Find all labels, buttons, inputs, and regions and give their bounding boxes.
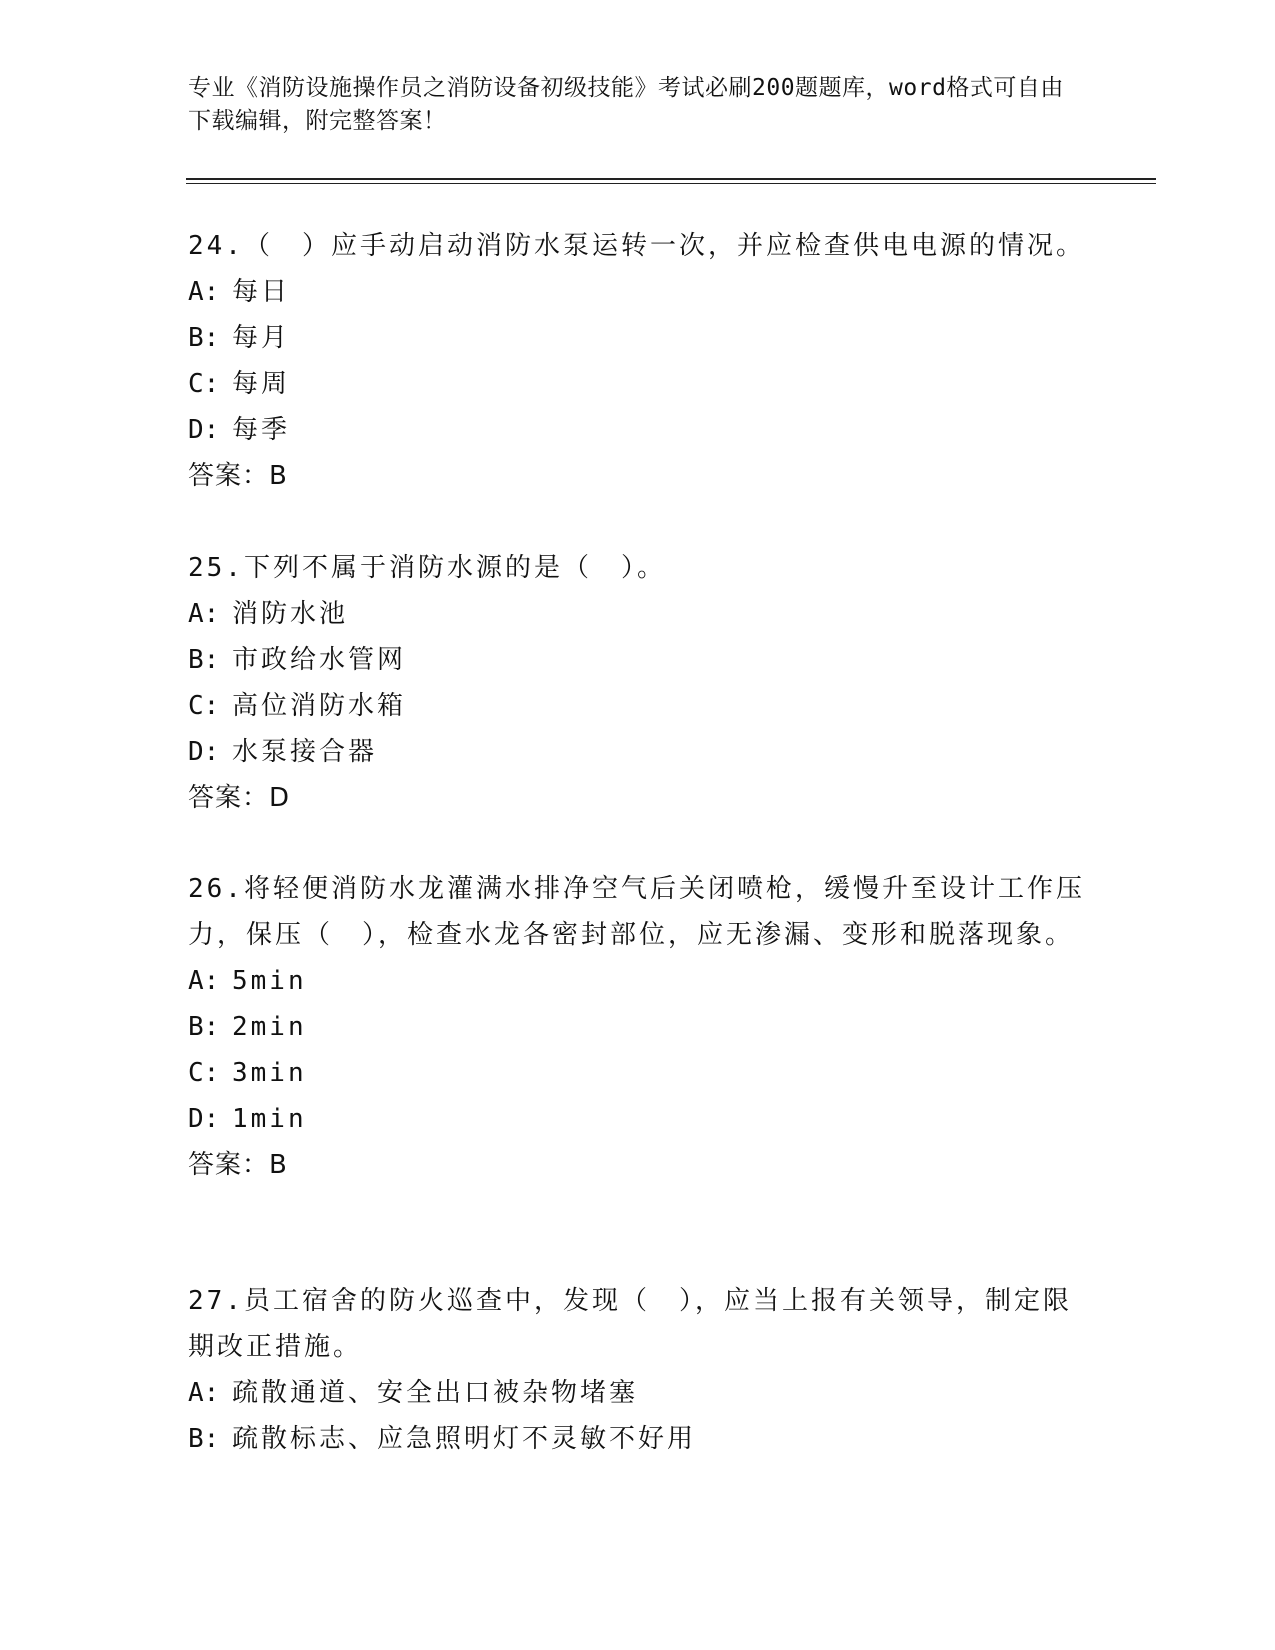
option-c [188, 683, 1088, 729]
option-key: B: [188, 323, 220, 353]
question-stem: 24.（ ）应手动启动消防水泵运转一次，并应检查供电电源的情况。 [188, 231, 1085, 261]
option-a [188, 958, 1088, 1004]
option-text: 疏散标志、应急照明灯不灵敏不好用 [232, 1424, 697, 1454]
option-b [188, 637, 1088, 683]
answer-line: 答案：B [188, 1150, 288, 1180]
option-key: A: [188, 277, 220, 307]
header-divider-thin [186, 183, 1156, 184]
question-stem: 26.将轻便消防水龙灌满水排净空气后关闭喷枪，缓慢升至设计工作压力，保压（ ），检查水龙各密封部位，应无渗漏、变形和脱落现象。 [188, 874, 1085, 950]
option-a [188, 269, 1088, 315]
option-text: 1min [232, 1104, 307, 1134]
option-d [188, 1096, 1088, 1142]
question-stem: 27.员工宿舍的防火巡查中，发现（ ），应当上报有关领导，制定限期改正措施。 [188, 1286, 1072, 1362]
option-key: C: [188, 1058, 220, 1088]
option-b [188, 315, 1088, 361]
option-key: D: [188, 737, 220, 767]
option-text: 消防水池 [232, 599, 349, 629]
document-header [188, 72, 1068, 138]
option-text: 每季 [232, 415, 291, 445]
option-b [188, 1004, 1088, 1050]
option-b [188, 1416, 1088, 1462]
option-text: 高位消防水箱 [232, 691, 407, 721]
option-text: 每日 [232, 277, 291, 307]
question-27 [188, 1278, 1088, 1462]
question-25 [188, 545, 1088, 821]
option-key: B: [188, 1012, 220, 1042]
option-key: A: [188, 599, 220, 629]
option-text: 每周 [232, 369, 291, 399]
option-text: 疏散通道、安全出口被杂物堵塞 [232, 1378, 639, 1408]
header-divider-thick [186, 178, 1156, 180]
option-d [188, 407, 1088, 453]
question-24 [188, 223, 1088, 499]
option-text: 市政给水管网 [232, 645, 407, 675]
option-a [188, 591, 1088, 637]
header-intro-text: 专业《消防设施操作员之消防设备初级技能》考试必刷200题题库，word格式可自由下载编辑，附完整答案！ [188, 75, 1064, 134]
question-26 [188, 866, 1088, 1188]
option-key: B: [188, 645, 220, 675]
option-text: 5min [232, 966, 307, 996]
answer-line: 答案：D [188, 783, 291, 813]
option-key: D: [188, 415, 220, 445]
option-text: 水泵接合器 [232, 737, 378, 767]
option-c [188, 1050, 1088, 1096]
option-c [188, 361, 1088, 407]
option-text: 每月 [232, 323, 291, 353]
option-text: 3min [232, 1058, 307, 1088]
option-d [188, 729, 1088, 775]
option-key: C: [188, 369, 220, 399]
option-a [188, 1370, 1088, 1416]
option-text: 2min [232, 1012, 307, 1042]
question-stem: 25.下列不属于消防水源的是（ ）。 [188, 553, 666, 583]
option-key: A: [188, 1378, 220, 1408]
answer-line: 答案：B [188, 461, 288, 491]
option-key: C: [188, 691, 220, 721]
option-key: A: [188, 966, 220, 996]
option-key: D: [188, 1104, 220, 1134]
option-key: B: [188, 1424, 220, 1454]
